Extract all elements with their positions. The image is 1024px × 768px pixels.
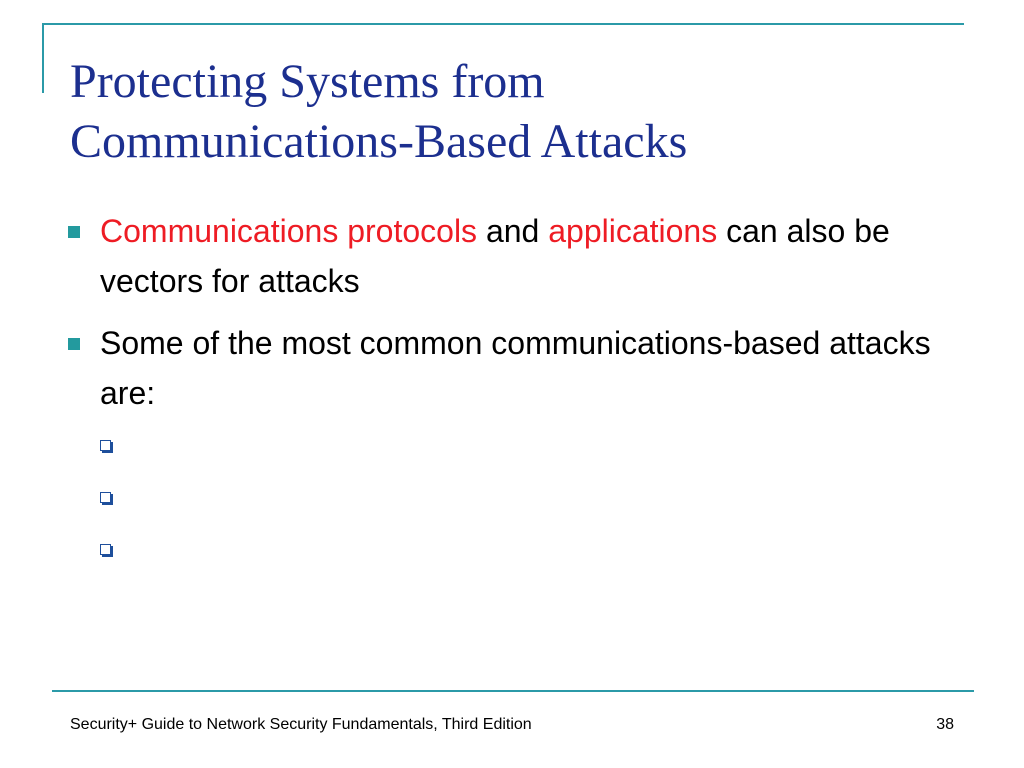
bullet-list [62,206,962,430]
hollow-square-bullet-icon [100,544,111,555]
footer-text: Security+ Guide to Network Security Fundamentals, Third Edition [70,716,532,733]
square-bullet-icon [68,226,80,238]
bullet-item-2 [62,318,962,418]
slide-title [70,52,970,172]
bullet-1-segment-4: can also be vectors for attacks [100,213,890,299]
footer-rule [52,690,974,692]
frame-top-rule [42,23,964,25]
hollow-square-bullet-icon [100,492,111,503]
hollow-square-bullet-icon [100,440,111,451]
square-bullet-icon [68,338,80,350]
bullet-item-1 [62,206,962,306]
page-number: 38 [936,716,954,733]
frame-left-rule [42,23,44,93]
bullet-1-segment-3: applications [548,213,718,249]
bullet-1-segment-2: and [477,213,549,249]
title-line-2: Communications-Based Attacks [70,115,688,168]
bullet-2-text: Some of the most common communications-based attacks are: [100,325,931,411]
title-line-1: Protecting Systems from [70,55,545,108]
bullet-1-segment-1: Communications protocols [100,213,478,249]
